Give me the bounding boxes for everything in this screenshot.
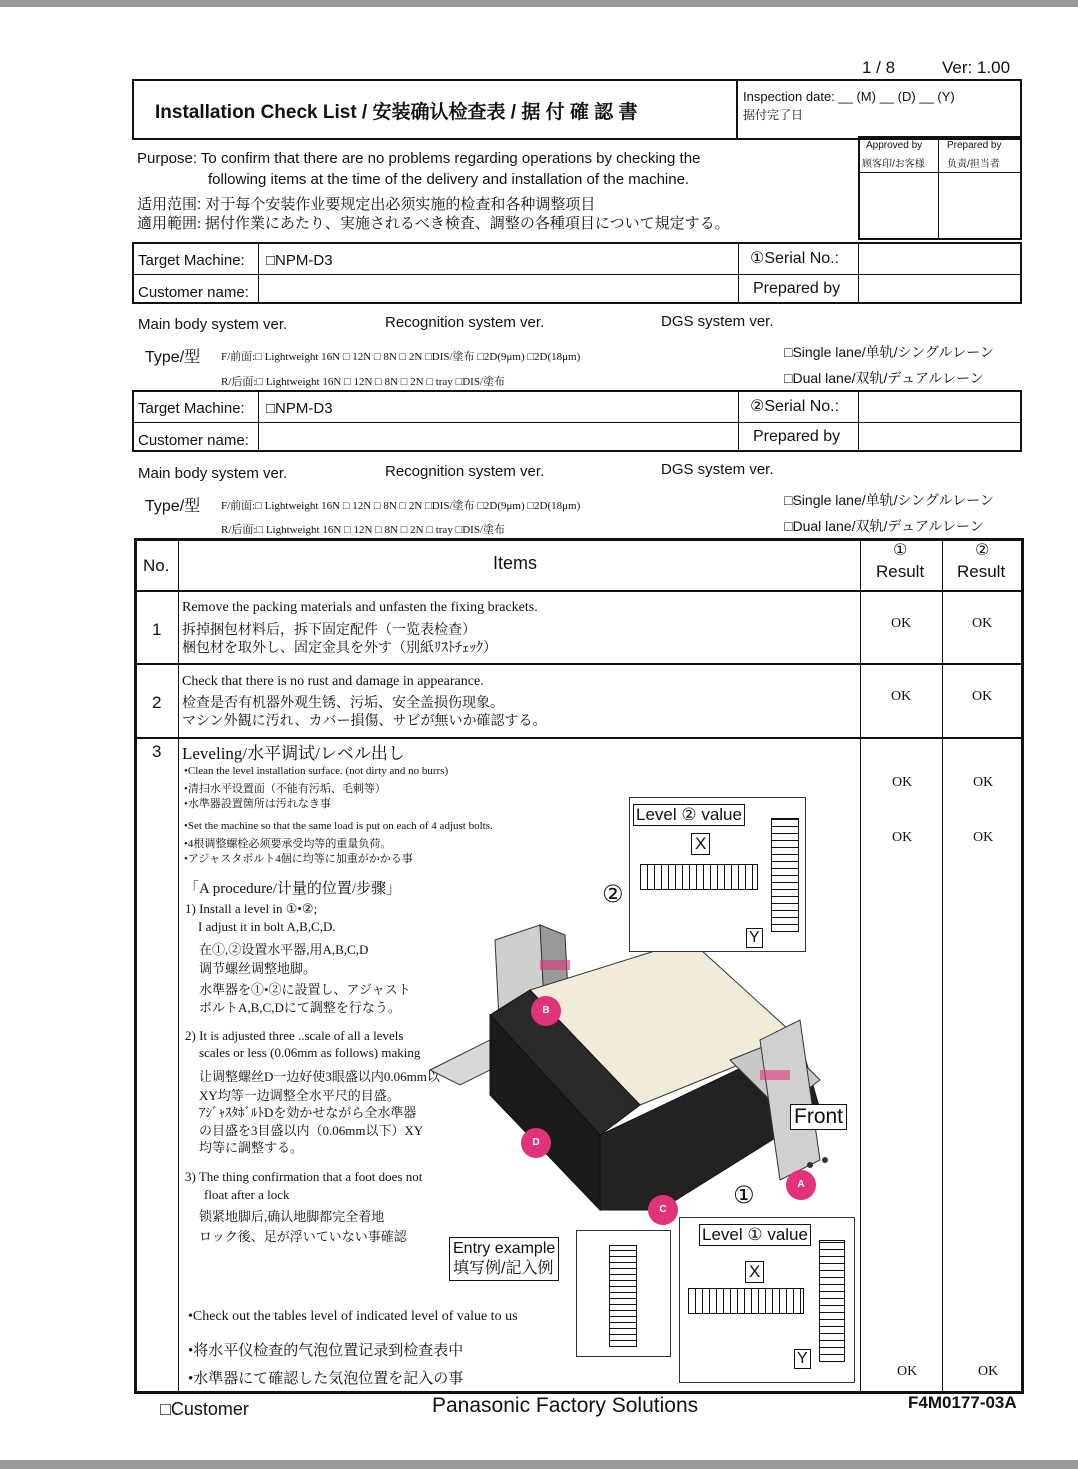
serial-label-2: ②Serial No.: [750, 398, 840, 415]
prepared-by: Prepared by [947, 140, 1002, 151]
row2-en: Check that there is no rust and damage in appearance. [182, 674, 484, 689]
col-result2-num: ② [975, 542, 990, 559]
dgs-ver-1: DGS system ver. [661, 313, 774, 330]
dual-lane-2[interactable]: □Dual lane/双轨/デュアルレーン [784, 518, 984, 534]
entry-example-label [449, 1237, 559, 1281]
rear-row-1[interactable]: R/后面:□ Lightweight 16N □ 12N □ 8N □ 2N □ tray □DIS/塗布 [221, 376, 505, 388]
main-ver-2: Main body system ver. [138, 465, 288, 482]
check-line-2: •将水平仪检查的气泡位置记录到检查表中 [188, 1343, 464, 1359]
row1-en: Remove the packing materials and unfasten the fixing brackets. [182, 600, 538, 615]
bolt-b-badge: B [531, 996, 561, 1026]
target-machine-label-1: Target Machine: [138, 252, 245, 269]
front-row-2[interactable]: F/前面:□ Lightweight 16N □ 12N □ 8N □ 2N □DIS/塗布 □2D(9μm) □2D(18μm) [221, 500, 581, 512]
row3-b1-ja: •水準器設置箇所は汚れなき事 [184, 798, 331, 810]
main-ver-1: Main body system ver. [138, 316, 288, 333]
step3-line-a: 3) The thing confirmation that a foot does not [185, 1169, 423, 1184]
page-title: Installation Check List / 安装确认检查表 / 据 付 確 認 書 [155, 102, 638, 123]
level2-y-scale [771, 818, 799, 932]
step2-line-g: 均等に調整する。 [199, 1140, 304, 1155]
step3-line-c: 锁紧地脚后,确认地脚都完全着地 [199, 1209, 385, 1224]
row2-result1[interactable]: OK [891, 689, 912, 704]
step3-line-d: ロック後、足が浮いていない事確認 [199, 1229, 407, 1244]
row3-result2-a[interactable]: OK [973, 775, 994, 790]
step1-line-c: 在①,②设置水平器,用A,B,C,D [199, 942, 369, 957]
footer-doc-no: F4M0177-03A [908, 1393, 1017, 1412]
check-line-3: •水準器にて確認した気泡位置を記入の事 [188, 1371, 464, 1387]
col-no: No. [143, 556, 170, 575]
inspection-date-sub: 据付完了日 [743, 108, 804, 122]
bottom-scan-bar [0, 1460, 1078, 1469]
col-result2: Result [957, 562, 1006, 581]
row3-result2-b[interactable]: OK [973, 830, 994, 845]
row3-result2-c[interactable]: OK [978, 1364, 999, 1379]
prepared-label-2: Prepared by [753, 428, 841, 445]
row2-result2[interactable]: OK [972, 689, 993, 704]
type-label-2: Type/型 [145, 498, 201, 515]
level1-label: Level ① value [699, 1224, 811, 1246]
row3-title: Leveling/水平调试/レベル出し [182, 744, 405, 763]
single-lane-2[interactable]: □Single lane/单轨/シングルレーン [784, 492, 994, 508]
step2-line-d: XY均等一边调整全水平尺的目盛。 [199, 1088, 400, 1103]
machine-illustration [400, 920, 860, 1250]
row2-no: 2 [152, 693, 162, 712]
recog-ver-2: Recognition system ver. [385, 463, 545, 480]
inspection-date: Inspection date: __ (M) __ (D) __ (Y) [743, 89, 955, 104]
dual-lane-1[interactable]: □Dual lane/双轨/デュアルレーン [784, 370, 984, 386]
prepared-label-1: Prepared by [753, 280, 841, 297]
page-number: 1 / 8 [862, 58, 896, 77]
bolt-c-badge: C [648, 1195, 678, 1225]
step1-line-a: 1) Install a level in ①•②; [185, 901, 318, 916]
bolt-a-badge: A [786, 1170, 816, 1200]
step1-line-f: ボルトA,B,C,Dにて調整を行なう。 [199, 1000, 401, 1015]
serial-label-1: ①Serial No.: [750, 250, 840, 267]
level2-x: X [691, 833, 710, 855]
row3-b1: •Clean the level installation surface. (not dirty and no burrs) [184, 765, 449, 777]
step3-line-b: float after a lock [204, 1187, 290, 1202]
level1-y-scale [819, 1240, 845, 1362]
customer-label-1: Customer name: [138, 284, 249, 301]
row2-zh: 检查是否有机器外观生锈、污垢、安全盖损伤现象。 [182, 696, 504, 711]
row3-result1-b[interactable]: OK [892, 830, 913, 845]
row3-b1-zh: •清扫水平设置面（不能有污垢、毛刺等） [184, 783, 386, 795]
row1-no: 1 [152, 620, 162, 639]
prepared-sub: 负责/担当者 [947, 159, 1000, 170]
single-lane-1[interactable]: □Single lane/单轨/シングルレーン [784, 344, 994, 360]
row1-ja: 梱包材を取外し、固定金具を外す（別紙ﾘｽﾄﾁｪｯｸ） [182, 641, 497, 656]
level1-y: Y [794, 1349, 811, 1369]
front-row-1[interactable]: F/前面:□ Lightweight 16N □ 12N □ 8N □ 2N □DIS/塗布 □2D(9μm) □2D(18μm) [221, 351, 581, 363]
step2-line-f: の目盛を3目盛以内（0.06mm以下）XY [199, 1123, 424, 1138]
level-position-2: ② [602, 881, 624, 908]
purpose-line4: 適用範囲: 据付作業にあたり、実施されるべき検査、調整の各種項目について規定する。 [137, 216, 730, 232]
step2-line-e: ｱｼﾞｬｽﾀﾎﾞﾙﾄDを効かせながら全水準器 [199, 1105, 417, 1120]
level2-x-scale [640, 864, 758, 890]
level1-x-scale [688, 1288, 804, 1314]
version: Ver: 1.00 [942, 58, 1011, 77]
entry-example-scale [609, 1245, 637, 1347]
target-machine-value-2[interactable]: □NPM-D3 [266, 400, 333, 417]
col-items: Items [493, 553, 538, 573]
level2-label: Level ② value [633, 804, 745, 826]
rear-row-2[interactable]: R/后面:□ Lightweight 16N □ 12N □ 8N □ 2N □ tray □DIS/塗布 [221, 524, 505, 536]
row3-result1-a[interactable]: OK [892, 775, 913, 790]
row1-zh: 拆掉捆包材料后，拆下固定配件（一览表检查） [182, 623, 476, 638]
step2-line-b: scales or less (0.06mm as follows) making [199, 1045, 421, 1060]
recog-ver-1: Recognition system ver. [385, 314, 545, 331]
target-machine-value-1[interactable]: □NPM-D3 [266, 252, 333, 269]
step1-line-b: I adjust it in bolt A,B,C,D. [198, 919, 336, 934]
dgs-ver-2: DGS system ver. [661, 461, 774, 478]
step1-line-d: 调节螺丝调整地脚。 [199, 961, 317, 976]
approved-by: Approved by [866, 140, 923, 151]
row3-b2-zh: •4根调整螺栓必须要承受均等的重量负荷。 [184, 838, 392, 850]
row2-ja: マシン外観に汚れ、カバー損傷、サビが無いか確認する。 [182, 714, 547, 729]
step2-line-a: 2) It is adjusted three ..scale of all a levels [185, 1028, 404, 1043]
entry-example-en: Entry example [453, 1240, 556, 1257]
step2-line-c: 让调整螺丝D一边好使3眼盛以内0.06mm以 [199, 1069, 440, 1084]
customer-label-2: Customer name: [138, 432, 249, 449]
row1-result1[interactable]: OK [891, 616, 912, 631]
step1-line-e: 水準器を①•②に設置し、アジャスト [199, 982, 411, 997]
footer-company: Panasonic Factory Solutions [432, 1394, 699, 1417]
row3-result1-c[interactable]: OK [897, 1364, 918, 1379]
check-line-1: •Check out the tables level of indicated level of value to us [188, 1309, 518, 1324]
row1-result2[interactable]: OK [972, 616, 993, 631]
row3-b2: •Set the machine so that the same load is put on each of 4 adjust bolts. [184, 820, 493, 832]
top-scan-bar [0, 0, 1078, 7]
row3-procedure: 「A procedure/计量的位置/步骤」 [184, 881, 402, 897]
footer-customer[interactable]: □Customer [160, 1399, 249, 1419]
row3-no: 3 [152, 742, 162, 761]
purpose-line2: following items at the time of the delivery and installation of the machine. [208, 171, 690, 188]
type-label-1: Type/型 [145, 349, 201, 366]
approved-sub: 顾客印/お客様 [862, 159, 925, 170]
col-result1: Result [876, 562, 925, 581]
purpose-line1: Purpose: To confirm that there are no problems regarding operations by checking the [137, 150, 701, 167]
level2-y: Y [746, 928, 763, 948]
front-label: Front [790, 1104, 847, 1130]
purpose-line3: 适用范围: 对于每个安装作业要规定出必须实施的检查和各种调整项目 [137, 196, 596, 213]
level-position-1: ① [733, 1182, 755, 1209]
level1-x: X [745, 1261, 764, 1283]
col-result1-num: ① [893, 542, 908, 559]
entry-example-zh: 填写例/記入例 [453, 1260, 554, 1277]
row3-b2-ja: •アジャスタボルト4個に均等に加重がかかる事 [184, 853, 413, 865]
bolt-d-badge: D [521, 1128, 551, 1158]
target-machine-label-2: Target Machine: [138, 400, 245, 417]
approval-box [858, 136, 1022, 240]
